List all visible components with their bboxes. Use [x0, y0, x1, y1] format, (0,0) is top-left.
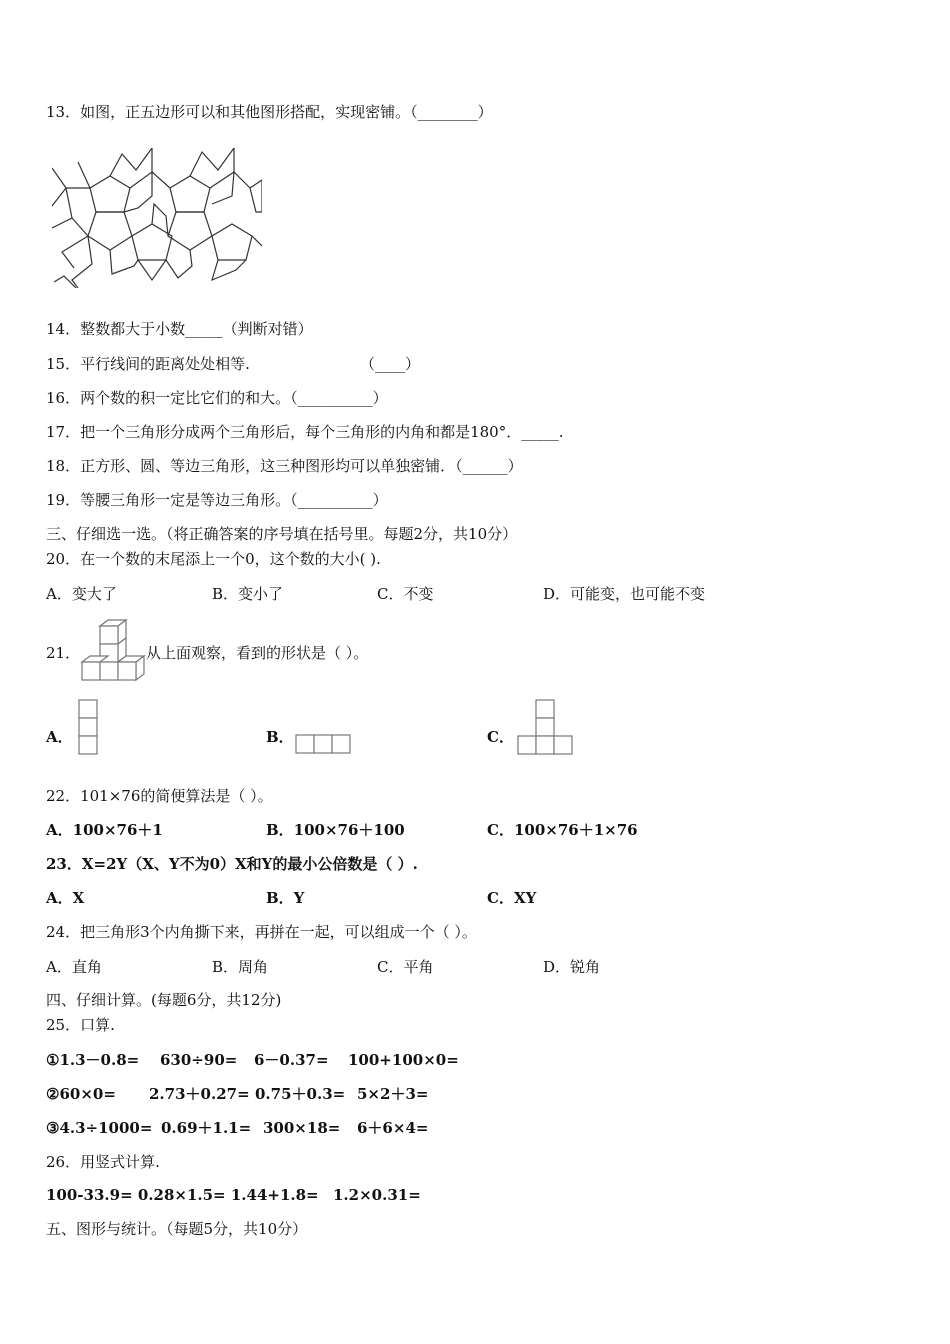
q22-option-c[interactable]: C．100×76＋1×76: [487, 821, 638, 839]
q21-text: 从上面观察，看到的形状是（ ）。: [146, 644, 369, 662]
cube-stack-figure: [78, 618, 148, 684]
q25-row1-item2: 630÷90=: [160, 1051, 238, 1069]
q25-row2-item4: 5×2＋3=: [357, 1085, 429, 1103]
q24-option-a[interactable]: A．直角: [46, 958, 102, 976]
section-4-heading: 四、仔细计算。(每题6分，共12分): [46, 991, 282, 1009]
q15-blank[interactable]: （____）: [360, 355, 421, 373]
q21-option-b-figure[interactable]: [295, 734, 355, 756]
q24-option-c[interactable]: C．平角: [377, 958, 434, 976]
q16-text: 16．两个数的积一定比它们的和大。（__________）: [46, 389, 388, 407]
q25-row1-item3: 6－0.37=: [254, 1051, 329, 1069]
q25-row1-item1: ①1.3－0.8=: [46, 1051, 140, 1069]
q26-title: 26．用竖式计算.: [46, 1153, 160, 1171]
q25-title: 25．口算.: [46, 1016, 115, 1034]
q22-option-a[interactable]: A．100×76＋1: [46, 821, 163, 839]
q20-option-a[interactable]: A．变大了: [46, 585, 117, 603]
q25-row3-item3: 300×18=: [263, 1119, 341, 1137]
q26-items-1: 100-33.9= 0.28×1.5= 1.44+1.8=: [46, 1186, 319, 1204]
q19-text: 19．等腰三角形一定是等边三角形。（__________）: [46, 491, 388, 509]
q26-items-2: 1.2×0.31=: [333, 1186, 421, 1204]
q21-option-c-figure[interactable]: [517, 699, 577, 759]
q25-row3-item2: 0.69＋1.1=: [161, 1119, 252, 1137]
pentagon-tiling-figure: [52, 148, 262, 288]
q15-text: 15．平行线间的距离处处相等.: [46, 355, 250, 373]
q23-option-a[interactable]: A．X: [46, 889, 85, 907]
q20-text: 20．在一个数的末尾添上一个0，这个数的大小( ).: [46, 550, 381, 568]
q23-option-c[interactable]: C．XY: [487, 889, 537, 907]
q13-text: 13．如图，正五边形可以和其他图形搭配，实现密铺。（________）: [46, 103, 493, 121]
q20-option-c[interactable]: C．不变: [377, 585, 434, 603]
q14-text: 14．整数都大于小数_____（判断对错）: [46, 320, 313, 338]
q25-row3-item1: ③4.3÷1000=: [46, 1119, 153, 1137]
q17-text: 17．把一个三角形分成两个三角形后，每个三角形的内角和都是180°．_____.: [46, 423, 564, 441]
q20-option-b[interactable]: B．变小了: [212, 585, 284, 603]
q23-text: 23．X=2Y（X、Y不为0）X和Y的最小公倍数是（ ）.: [46, 855, 418, 873]
q21-option-a-label[interactable]: A．: [46, 728, 73, 746]
q25-row1-item4: 100+100×0=: [348, 1051, 459, 1069]
q25-row3-item4: 6＋6×4=: [357, 1119, 429, 1137]
q18-text: 18．正方形、圆、等边三角形，这三种图形均可以单独密铺．（______）: [46, 457, 523, 475]
q22-option-b[interactable]: B．100×76＋100: [266, 821, 405, 839]
section-3-heading: 三、仔细选一选。（将正确答案的序号填在括号里。每题2分，共10分）: [46, 525, 518, 543]
q25-row2-item3: 0.75＋0.3=: [255, 1085, 346, 1103]
q24-text: 24．把三角形3个内角撕下来，再拼在一起，可以组成一个（ ）。: [46, 923, 477, 941]
q21-number: 21．: [46, 644, 81, 662]
q24-option-d[interactable]: D．锐角: [543, 958, 601, 976]
q22-text: 22．101×76的简便算法是（ ）。: [46, 787, 273, 805]
q25-row2-item2: 2.73＋0.27=: [149, 1085, 250, 1103]
q25-row2-item1: ②60×0=: [46, 1085, 116, 1103]
q21-option-c-label[interactable]: C．: [487, 728, 514, 746]
q20-option-d[interactable]: D．可能变，也可能不变: [543, 585, 706, 603]
q23-option-b[interactable]: B．Y: [266, 889, 305, 907]
q24-option-b[interactable]: B．周角: [212, 958, 269, 976]
q21-option-b-label[interactable]: B．: [266, 728, 294, 746]
section-5-heading: 五、图形与统计。（每题5分，共10分）: [46, 1220, 308, 1238]
q21-option-a-figure[interactable]: [78, 699, 100, 759]
